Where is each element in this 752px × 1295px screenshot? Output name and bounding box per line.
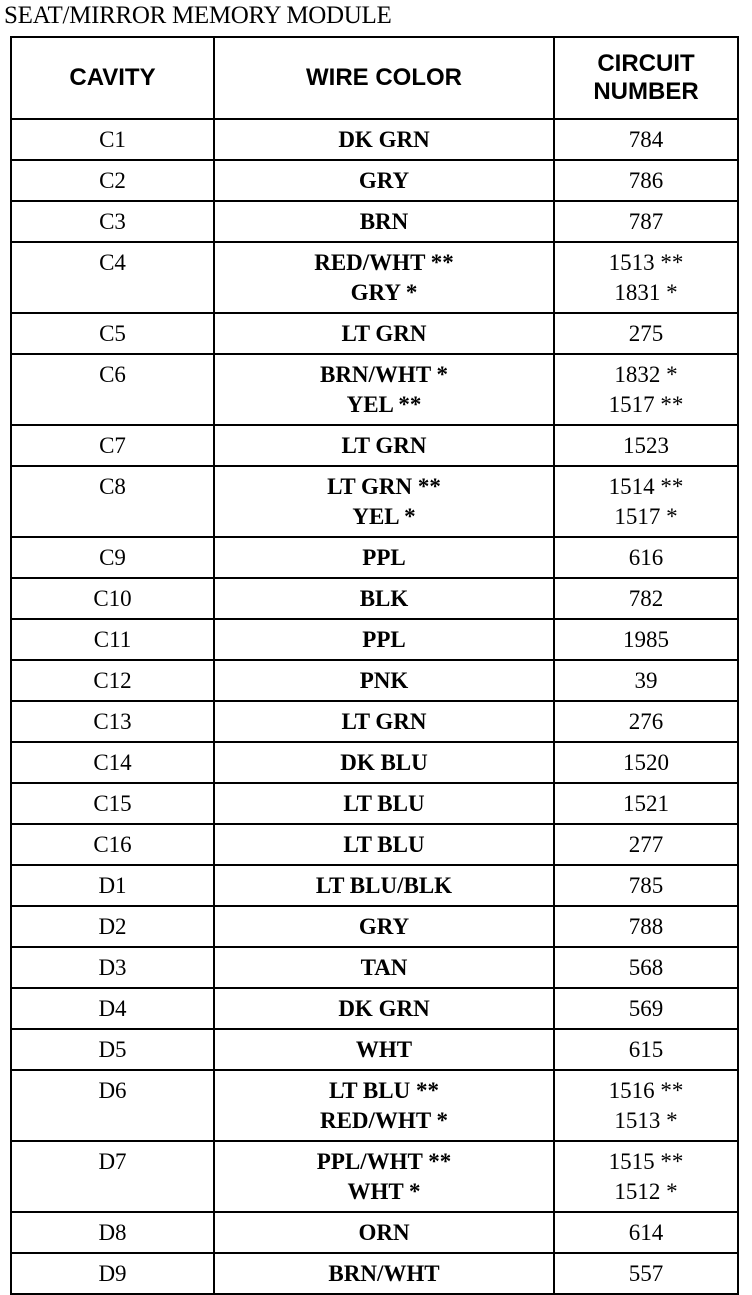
circuit-number-value: 786 (628, 168, 664, 193)
page-title: SEAT/MIRROR MEMORY MODULE (4, 2, 392, 29)
cavity-cell: C14 (11, 742, 214, 783)
cavity-cell: D3 (11, 947, 214, 988)
circuit-number-value: 569 (628, 996, 664, 1021)
wire-color-value: RED/WHT * (319, 1108, 449, 1133)
circuit-number-value: 277 (628, 832, 664, 857)
wire-color-value: ORN (358, 1220, 410, 1245)
table-row (11, 466, 738, 537)
cavity-cell: C16 (11, 824, 214, 865)
wire-color-cell (214, 354, 554, 425)
circuit-number-value: 276 (628, 709, 664, 734)
cavity-cell: C7 (11, 425, 214, 466)
circuit-number-cell (554, 160, 738, 201)
table-row (11, 619, 738, 660)
circuit-number-cell (554, 1141, 738, 1212)
wire-color-value: LT BLU/BLK (315, 873, 453, 898)
wire-color-value: LT GRN (341, 709, 427, 734)
circuit-number-value: 787 (628, 209, 664, 234)
wire-color-value: LT BLU (343, 832, 425, 857)
wire-color-cell (214, 742, 554, 783)
circuit-number-cell (554, 783, 738, 824)
wire-color-cell (214, 119, 554, 160)
wire-color-cell (214, 537, 554, 578)
cavity-cell: D1 (11, 865, 214, 906)
wire-color-cell (214, 578, 554, 619)
circuit-number-value: 788 (628, 914, 664, 939)
circuit-number-value: 1512 * (614, 1179, 678, 1204)
wire-color-cell (214, 988, 554, 1029)
table-row (11, 119, 738, 160)
cavity-cell: D4 (11, 988, 214, 1029)
cavity-cell: C3 (11, 201, 214, 242)
wire-color-cell (214, 313, 554, 354)
table-row (11, 201, 738, 242)
table-row (11, 1070, 738, 1141)
cavity-cell: C11 (11, 619, 214, 660)
wire-color-cell (214, 865, 554, 906)
wire-color-value: BLK (359, 586, 409, 611)
table-row (11, 947, 738, 988)
cavity-cell: D8 (11, 1212, 214, 1253)
wire-color-cell (214, 660, 554, 701)
circuit-number-cell (554, 660, 738, 701)
table-row (11, 578, 738, 619)
circuit-number-cell (554, 1212, 738, 1253)
cavity-cell: C4 (11, 242, 214, 313)
cavity-cell: C6 (11, 354, 214, 425)
cavity-cell: C8 (11, 466, 214, 537)
circuit-number-value: 614 (628, 1220, 664, 1245)
circuit-number-cell (554, 988, 738, 1029)
circuit-number-value: 616 (628, 545, 664, 570)
wire-color-value: YEL ** (346, 392, 422, 417)
circuit-number-cell (554, 947, 738, 988)
wire-color-value: GRY * (350, 280, 418, 305)
table-row (11, 242, 738, 313)
wire-color-value: RED/WHT ** (314, 250, 454, 275)
wire-color-value: LT GRN (341, 433, 427, 458)
table-row (11, 425, 738, 466)
wire-color-cell (214, 1141, 554, 1212)
circuit-number-value: 557 (628, 1261, 664, 1286)
cavity-cell: C12 (11, 660, 214, 701)
cavity-cell: C5 (11, 313, 214, 354)
circuit-number-value: 1514 ** (608, 474, 684, 499)
wire-color-value: WHT (355, 1037, 413, 1062)
circuit-number-cell (554, 354, 738, 425)
wire-color-cell (214, 1212, 554, 1253)
circuit-number-cell (554, 537, 738, 578)
wire-color-cell (214, 1253, 554, 1294)
cavity-cell: C10 (11, 578, 214, 619)
wire-color-value: DK GRN (338, 996, 430, 1021)
wire-color-value: PNK (359, 668, 409, 693)
circuit-number-cell (554, 313, 738, 354)
circuit-number-value: 1513 * (614, 1108, 678, 1133)
wire-color-cell (214, 160, 554, 201)
circuit-number-cell (554, 1253, 738, 1294)
wire-color-value: LT GRN (341, 321, 427, 346)
circuit-number-value: 1520 (623, 750, 669, 775)
circuit-number-cell (554, 619, 738, 660)
cavity-cell: D6 (11, 1070, 214, 1141)
circuit-number-cell (554, 119, 738, 160)
circuit-number-value: 1513 ** (608, 250, 684, 275)
wire-color-value: PPL/WHT ** (316, 1149, 452, 1174)
circuit-number-value: 784 (628, 127, 664, 152)
cavity-cell: C1 (11, 119, 214, 160)
wire-color-cell (214, 783, 554, 824)
table-row (11, 660, 738, 701)
wire-color-cell (214, 1070, 554, 1141)
cavity-cell: D9 (11, 1253, 214, 1294)
wire-color-cell (214, 701, 554, 742)
circuit-number-value: 1515 ** (608, 1149, 684, 1174)
circuit-number-cell (554, 701, 738, 742)
wire-color-value: WHT * (347, 1179, 421, 1204)
circuit-number-value: 785 (628, 873, 664, 898)
circuit-number-cell (554, 906, 738, 947)
circuit-number-value: 39 (634, 668, 658, 693)
wire-color-value: DK GRN (338, 127, 430, 152)
circuit-number-value: 1985 (623, 627, 669, 652)
circuit-number-value: 1832 * (614, 362, 678, 387)
table-row (11, 313, 738, 354)
cavity-cell: C2 (11, 160, 214, 201)
header-circuit-line2: NUMBER (593, 78, 699, 105)
wire-color-cell (214, 824, 554, 865)
wire-color-cell (214, 201, 554, 242)
circuit-number-value: 1517 ** (608, 392, 684, 417)
circuit-number-value: 782 (628, 586, 664, 611)
header-circuit-line1: CIRCUIT (597, 50, 695, 77)
circuit-number-value: 615 (628, 1037, 664, 1062)
header-wire-color: WIRE COLOR (214, 37, 554, 119)
wire-color-cell (214, 1029, 554, 1070)
table-row (11, 1212, 738, 1253)
table-row (11, 906, 738, 947)
cavity-cell: D5 (11, 1029, 214, 1070)
wire-color-cell (214, 906, 554, 947)
wire-color-cell (214, 242, 554, 313)
circuit-number-cell (554, 742, 738, 783)
table-body (11, 119, 738, 1294)
cavity-cell: D2 (11, 906, 214, 947)
cavity-cell: D7 (11, 1141, 214, 1212)
cavity-cell: C9 (11, 537, 214, 578)
circuit-number-value: 1521 (623, 791, 669, 816)
wire-color-value: YEL * (352, 504, 416, 529)
circuit-number-cell (554, 1029, 738, 1070)
circuit-number-cell (554, 242, 738, 313)
table-row (11, 160, 738, 201)
wire-color-value: GRY (358, 168, 410, 193)
header-cavity: CAVITY (11, 37, 214, 119)
table-row (11, 865, 738, 906)
circuit-number-value: 1516 ** (608, 1078, 684, 1103)
wire-color-value: LT GRN ** (327, 474, 441, 499)
wire-color-cell (214, 947, 554, 988)
table-row (11, 988, 738, 1029)
circuit-number-value: 568 (628, 955, 664, 980)
table-row (11, 783, 738, 824)
circuit-number-cell (554, 865, 738, 906)
cavity-cell: C15 (11, 783, 214, 824)
circuit-number-cell (554, 466, 738, 537)
circuit-number-value: 1517 * (614, 504, 678, 529)
wire-color-value: PPL (362, 545, 406, 570)
table-row (11, 354, 738, 425)
circuit-number-cell (554, 201, 738, 242)
wire-color-cell (214, 619, 554, 660)
wire-color-value: GRY (358, 914, 410, 939)
cavity-cell: C13 (11, 701, 214, 742)
wire-color-value: LT BLU ** (329, 1078, 439, 1103)
wire-color-cell (214, 466, 554, 537)
table-row (11, 824, 738, 865)
circuit-number-cell (554, 578, 738, 619)
wire-color-value: LT BLU (343, 791, 425, 816)
table-row (11, 1253, 738, 1294)
header-row (11, 37, 738, 119)
wire-color-value: BRN/WHT * (319, 362, 449, 387)
table-row (11, 537, 738, 578)
circuit-number-value: 1831 * (614, 280, 678, 305)
wire-color-value: TAN (360, 955, 408, 980)
table-row (11, 742, 738, 783)
wire-color-value: BRN/WHT (328, 1261, 440, 1286)
connector-table (10, 36, 739, 1295)
wire-color-value: DK BLU (340, 750, 428, 775)
table-row (11, 1141, 738, 1212)
wire-color-value: BRN (359, 209, 409, 234)
wire-color-value: PPL (362, 627, 406, 652)
header-circuit-number (554, 37, 738, 119)
circuit-number-cell (554, 824, 738, 865)
circuit-number-value: 275 (628, 321, 664, 346)
circuit-number-cell (554, 1070, 738, 1141)
table-row (11, 1029, 738, 1070)
wire-color-cell (214, 425, 554, 466)
table-row (11, 701, 738, 742)
circuit-number-value: 1523 (623, 433, 669, 458)
circuit-number-cell (554, 425, 738, 466)
